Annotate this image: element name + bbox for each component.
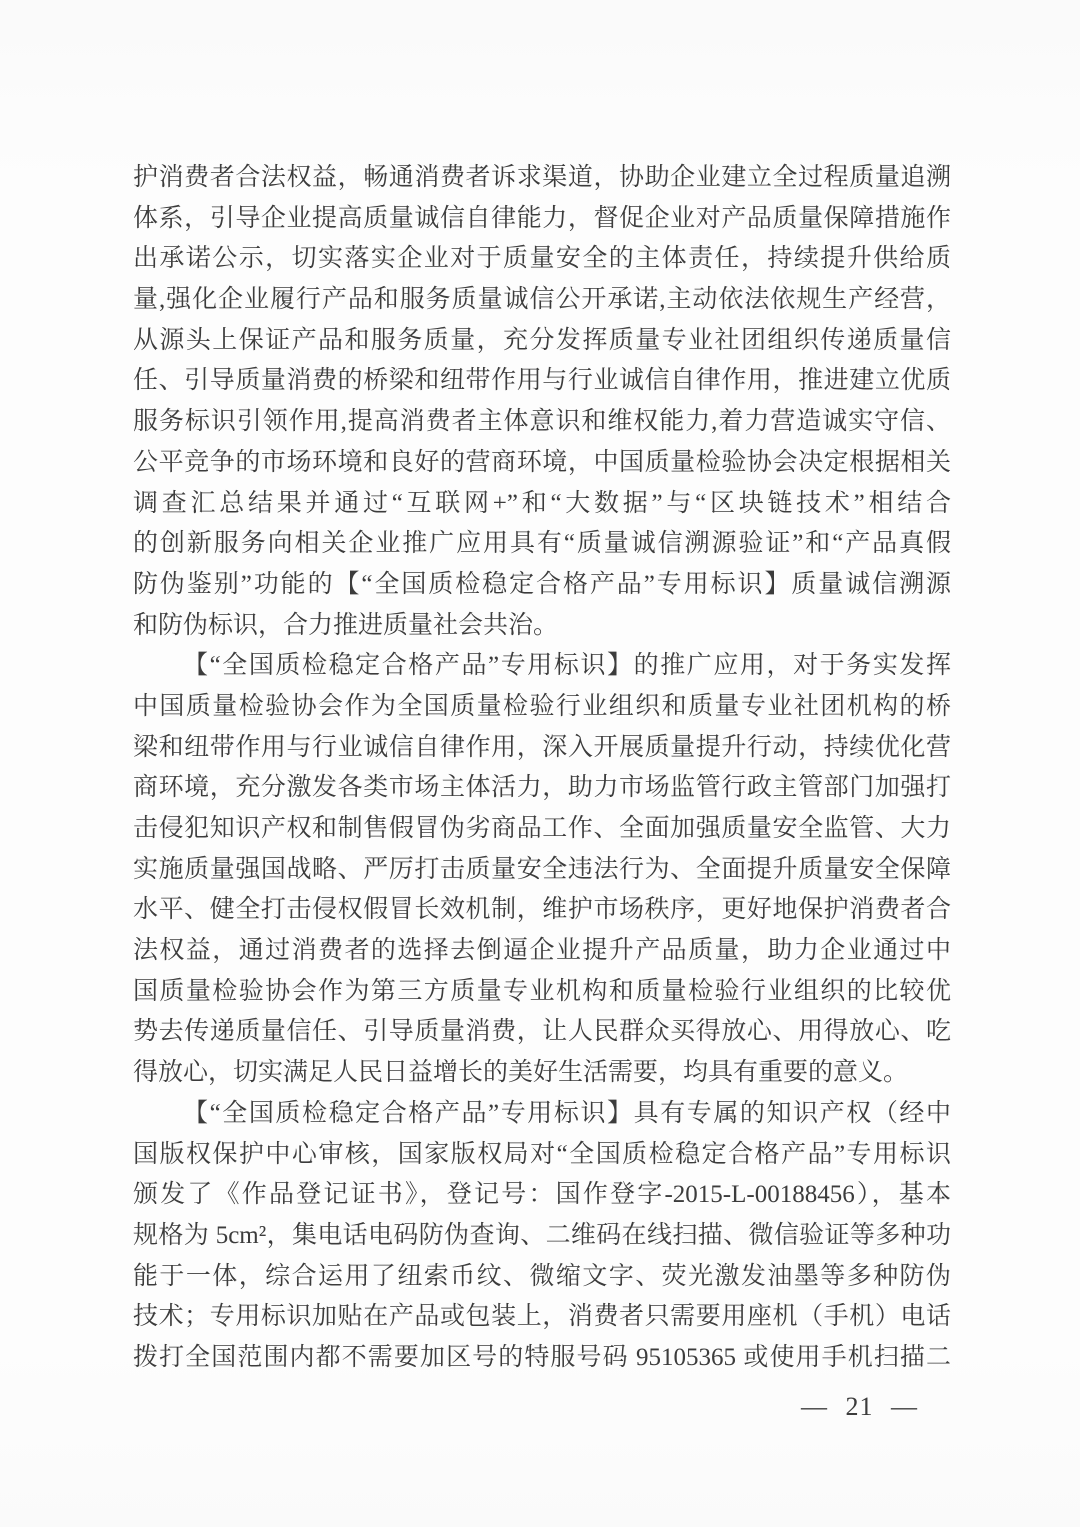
text-line: 防伪鉴别”功能的【“全国质检稳定合格产品”专用标识】质量诚信溯源 [133, 570, 951, 598]
text-line: 梁和纽带作用与行业诚信自律作用，深入开展质量提升行动，持续优化营 [133, 733, 951, 761]
text-line: 调查汇总结果并通过“互联网+”和“大数据”与“区块链技术”相结合 [133, 489, 951, 517]
text-line: 的创新服务向相关企业推广应用具有“质量诚信溯源验证”和“产品真假 [133, 530, 951, 558]
text-line: 规格为 5cm²，集电话电码防伪查询、二维码在线扫描、微信验证等多种功 [133, 1221, 951, 1249]
text-line: 从源头上保证产品和服务质量，充分发挥质量专业社团组织传递质量信 [133, 326, 951, 354]
text-line: 服务标识引领作用,提高消费者主体意识和维权能力,着力营造诚实守信、 [133, 408, 951, 436]
text-line: 国质量检验协会作为第三方质量专业机构和质量检验行业组织的比较优 [133, 977, 951, 1005]
text-line: 中国质量检验协会作为全国质量检验行业组织和质量专业社团机构的桥 [133, 692, 951, 720]
page-number: — 21 — [801, 1392, 918, 1421]
text-line: 商环境，充分激发各类市场主体活力，助力市场监管行政主管部门加强打 [133, 774, 951, 802]
text-line: 和防伪标识，合力推进质量社会共治。 [133, 611, 559, 639]
text-line: 水平、健全打击侵权假冒长效机制，维护市场秩序，更好地保护消费者合 [133, 896, 951, 924]
text-line: 量,强化企业履行产品和服务质量诚信公开承诺,主动依法依规生产经营， [133, 286, 951, 314]
text-line: 技术；专用标识加贴在产品或包装上，消费者只需要用座机（手机）电话 [133, 1303, 951, 1331]
text-line: 体系，引导企业提高质量诚信自律能力，督促企业对产品质量保障措施作 [133, 204, 951, 232]
text-line: 出承诺公示，切实落实企业对于质量安全的主体责任，持续提升供给质 [133, 245, 951, 273]
text-line: 击侵犯知识产权和制售假冒伪劣商品工作、全面加强质量安全监管、大力 [133, 815, 951, 842]
text-line: 实施质量强国战略、严厉打击质量安全违法行为、全面提升质量安全保障 [133, 855, 951, 883]
text-line: 势去传递质量信任、引导质量消费，让人民群众买得放心、用得放心、吃 [133, 1018, 951, 1046]
paragraph [133, 1094, 951, 1379]
document-body [133, 158, 951, 1379]
text-line: 能于一体，综合运用了纽索币纹、微缩文字、荧光激发油墨等多种防伪 [133, 1262, 951, 1290]
text-line: 拨打全国范围内都不需要加区号的特服号码 95105365 或使用手机扫描二 [133, 1343, 951, 1371]
text-line: 得放心，切实满足人民日益增长的美好生活需要，均具有重要的意义。 [133, 1059, 909, 1087]
text-line: 国版权保护中心审核，国家版权局对“全国质检稳定合格产品”专用标识 [133, 1140, 951, 1168]
text-line: 任、引导质量消费的桥梁和纽带作用与行业诚信自律作用，推进建立优质 [133, 367, 951, 395]
text-line: 【“全国质检稳定合格产品”专用标识】具有专属的知识产权（经中 [183, 1099, 951, 1127]
text-line: 颁发了《作品登记证书》，登记号：国作登字-2015-L-00188456），基本 [133, 1181, 951, 1209]
text-line: 【“全国质检稳定合格产品”专用标识】的推广应用，对于务实发挥 [183, 652, 951, 680]
text-line: 公平竞争的市场环境和良好的营商环境，中国质量检验协会决定根据相关 [133, 448, 951, 476]
paragraph [133, 158, 951, 646]
text-line: 法权益，通过消费者的选择去倒逼企业提升产品质量，助力企业通过中 [133, 937, 951, 965]
paragraph [133, 646, 951, 1094]
text-line: 护消费者合法权益，畅通消费者诉求渠道，协助企业建立全过程质量追溯 [133, 164, 951, 191]
